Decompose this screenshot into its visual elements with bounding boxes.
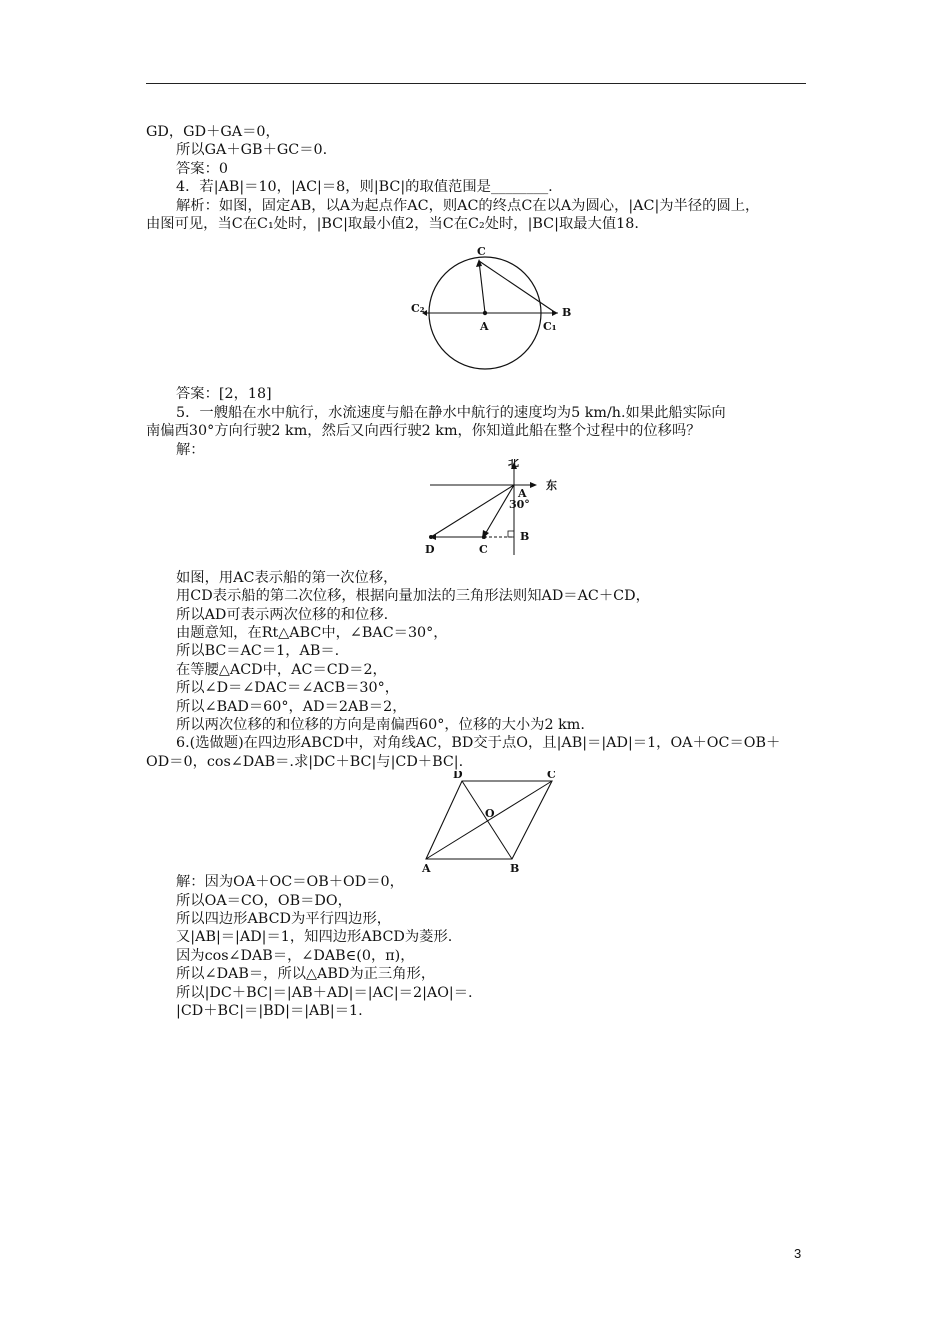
label-a3: A <box>422 862 431 874</box>
label-o: O <box>485 807 495 821</box>
text-line: GD，GD＋GA＝0， <box>146 124 280 140</box>
text-line: 所以BC＝AC＝1，AB＝. <box>176 643 340 660</box>
text-line: 所以四边形ABCD为平行四边形， <box>176 910 392 927</box>
label-c4: C <box>547 771 556 782</box>
text-line: 答案：0 <box>176 160 228 177</box>
page-number: 3 <box>794 1246 802 1261</box>
text-line: 所以两次位移的和位移的方向是南偏西60°，位移的大小为2 km. <box>176 717 585 734</box>
text-line: 解： <box>176 441 205 458</box>
text-line: 6.(选做题)在四边形ABCD中，对角线AC，BD交于点O，且|AB|＝|AD|＝1，OA＋OC＝OB＋ <box>176 735 781 752</box>
figure-displacement <box>146 459 810 569</box>
text-line: 5．一艘船在水中航行，水流速度与船在静水中航行的速度均为5 km/h.如果此船实际向 <box>176 404 726 421</box>
text-line: 由题意知，在Rt△ABC中，∠BAC＝30°， <box>176 625 448 642</box>
displacement-diagram <box>146 459 810 569</box>
section-solution-5-problem-6 <box>146 569 810 771</box>
text-line: 所以∠BAD＝60°，AD＝2AB＝2， <box>176 698 407 715</box>
text-line: 用CD表示船的第二次位移，根据向量加法的三角形法则知AD＝AC＋CD， <box>176 588 650 605</box>
label-angle-30: 30° <box>509 497 530 511</box>
text-line: 所以∠DAB＝，所以△ABD为正三角形， <box>176 966 436 983</box>
text-line: 因为cos∠DAB＝，∠DAB∈(0，π)， <box>176 947 415 964</box>
label-a: A <box>480 320 489 334</box>
header-rule <box>146 83 806 84</box>
text-line: 在等腰△ACD中，AC＝CD＝2， <box>176 661 387 678</box>
rhombus-diagram <box>146 771 810 873</box>
text-line: 4．若|AB|＝10，|AC|＝8，则|BC|的取值范围是________. <box>176 179 553 196</box>
figure-rhombus <box>146 771 810 873</box>
text-line: 所以AD可表示两次位移的和位移. <box>176 606 389 623</box>
text-line: 解：因为OA＋OC＝OB＋OD＝0， <box>176 874 404 891</box>
label-north: 北 <box>508 458 519 469</box>
section-solution-6 <box>146 873 810 1020</box>
label-b: B <box>562 306 572 320</box>
figure-circle <box>146 233 810 385</box>
text-line: 又|AB|＝|AD|＝1，知四边形ABCD为菱形. <box>176 929 453 946</box>
label-b3: B <box>510 862 520 874</box>
text-line: 南偏西30°方向行驶2 km，然后又向西行驶2 km，你知道此船在整个过程中的位移吗？ <box>146 423 701 440</box>
text-line: 如图，用AC表示船的第一次位移， <box>176 569 398 586</box>
text-line: OD＝0，cos∠DAB＝.求|DC＋BC|与|CD＋BC|. <box>146 753 464 770</box>
text-line: 解析：如图，固定AB，以A为起点作AC，则AC的终点C在以A为圆心，|AC|为半径的圆上， <box>176 197 760 214</box>
label-c3: C <box>479 542 488 556</box>
text-line: 所以|DC＋BC|＝|AB＋AD|＝|AC|＝2|AO|＝. <box>176 984 473 1001</box>
label-east: 东 <box>546 478 557 492</box>
text-line: 所以OA＝CO，OB＝DO， <box>176 892 352 909</box>
text-line: 所以GA＋GB＋GC＝0. <box>176 142 328 159</box>
label-d3: D <box>453 771 463 782</box>
label-a2: A <box>518 486 527 500</box>
text-line: 由图可见，当C在C₁处时，|BC|取最小值2，当C在C₂处时，|BC|取最大值18. <box>146 215 639 232</box>
text-line: |CD＋BC|＝|BD|＝|AB|＝1. <box>176 1002 363 1019</box>
label-c1: C₁ <box>543 320 557 334</box>
label-c: C <box>477 245 486 259</box>
document-body <box>146 123 810 1020</box>
text-line: 所以∠D＝∠DAC＝∠ACB＝30°， <box>176 680 400 697</box>
label-d: D <box>425 542 435 556</box>
label-b2: B <box>520 529 530 543</box>
section-problem-5 <box>146 385 810 459</box>
section-problem-3-4 <box>146 123 810 233</box>
circle-diagram <box>146 233 810 385</box>
text-line: 答案：[2，18] <box>176 386 272 403</box>
label-c2: C₂ <box>411 302 425 316</box>
